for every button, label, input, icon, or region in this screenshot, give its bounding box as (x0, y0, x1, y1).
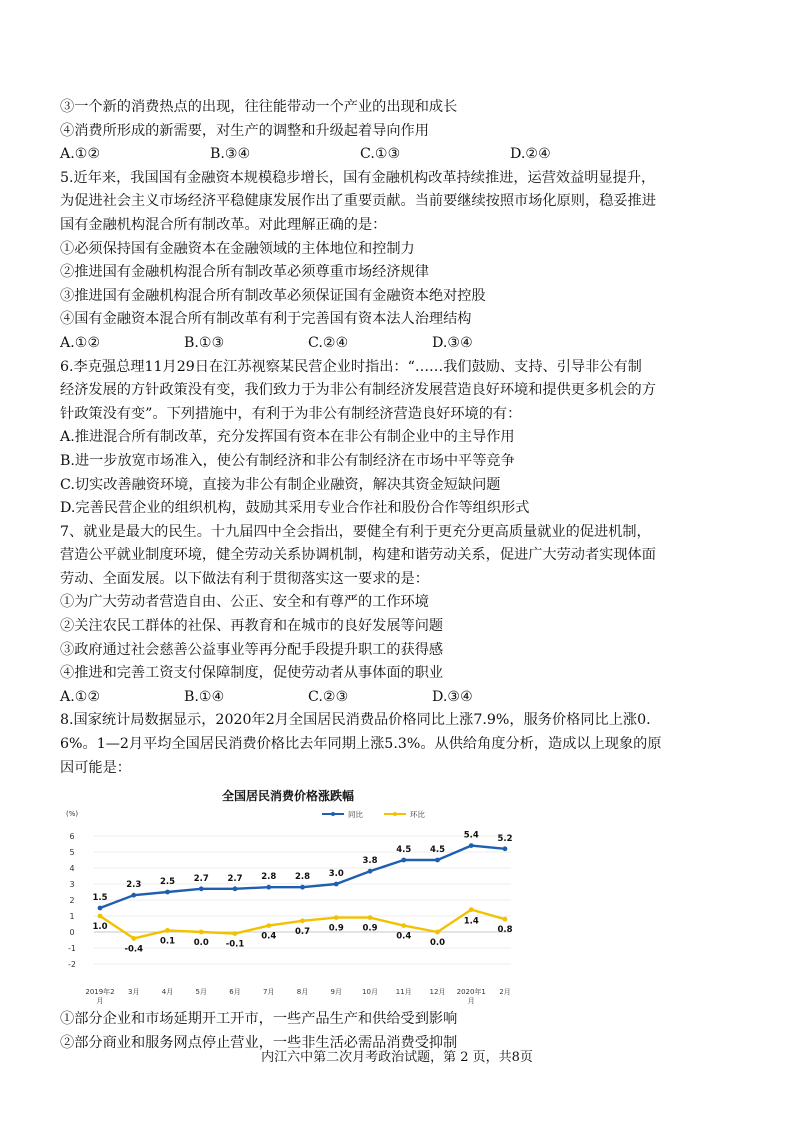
data-label-mom: 0.7 (294, 927, 311, 938)
q8-stem-line: 8.国家统计局数据显示，2020年2月全国居民消费品价格同比上涨7.9%，服务价格同比上涨0. (60, 712, 651, 729)
data-point-mom (199, 930, 204, 935)
x-tick-label: 2月 (499, 988, 511, 997)
x-tick-label: 4月 (161, 988, 174, 997)
legend-label-0: 同比 (348, 810, 363, 820)
q4-item-3: ③一个新的消费热点的出现，往往能带动一个产业的出现和成长 (60, 99, 458, 115)
q4-options (60, 143, 740, 167)
data-point-yoy (401, 858, 406, 863)
data-point-mom (98, 914, 103, 919)
data-point-yoy (233, 887, 238, 892)
q7-item-1: ①为广大劳动者营造自由、公正、安全和有尊严的工作环境 (60, 594, 429, 611)
q5-item-2: ②推进国有金融机构混合所有制改革必须尊重市场经济规律 (60, 264, 429, 281)
data-label-mom: -0.4 (124, 944, 144, 955)
y-tick-label: 0 (69, 928, 75, 938)
exam-page (60, 96, 740, 1055)
data-point-yoy (368, 869, 373, 874)
q6-choice-b: B.进一步放宽市场准入，使公有制经济和非公有制经济在市场中平等竞争 (60, 452, 515, 469)
data-label-yoy: 1.5 (92, 893, 108, 904)
q7-stem-line: 7、就业是最大的民生。十九届四中全会指出，要健全有利于更充分更高质量就业的促进机制， (60, 523, 651, 540)
q7-option-b: B.①④ (184, 688, 225, 705)
x-tick-label: 5月 (195, 988, 207, 997)
q5-item-1: ①必须保持国有金融资本在金融领域的主体地位和控制力 (60, 240, 415, 257)
data-point-yoy (98, 906, 103, 911)
legend-marker-1 (393, 812, 397, 816)
q4-option-b: B.③④ (210, 146, 251, 163)
data-label-mom: 0.9 (328, 923, 344, 934)
data-label-mom: 0.1 (159, 936, 176, 947)
data-label-yoy: 2.8 (294, 872, 311, 883)
data-point-yoy (199, 887, 204, 892)
data-label-yoy: 3.8 (362, 856, 378, 867)
x-tick-label-month: 月 (467, 997, 475, 1006)
data-point-yoy (435, 858, 440, 863)
data-point-yoy (165, 890, 170, 895)
y-axis-unit: (%) (66, 810, 79, 819)
data-label-mom: -0.1 (225, 939, 245, 950)
data-point-mom (334, 915, 339, 920)
q6-stem-line: 6.李克强总理11月29日在江苏视察某民营企业时指出：“……我们鼓励、支持、引导非公有制 (60, 358, 642, 375)
q7-stem-line: 劳动、全面发展。以下做法有利于贯彻落实这一要求的是： (60, 570, 429, 587)
data-point-yoy (131, 893, 136, 898)
data-point-mom (435, 930, 440, 935)
x-tick-label: 11月 (395, 988, 412, 997)
data-label-yoy: 2.5 (159, 877, 176, 888)
data-label-yoy: 2.7 (193, 874, 209, 885)
data-label-mom: 1.4 (463, 916, 479, 927)
x-tick-label: 6月 (229, 988, 241, 997)
q7-item-2: ②关注农民工群体的社保、再教育和在城市的良好发展等问题 (60, 618, 444, 635)
q7-stem-line: 营造公平就业制度环境，健全劳动关系协调机制，构建和谐劳动关系，促进广大劳动者实现体面 (60, 547, 656, 564)
q6-choice-a: A.推进混合所有制改革，充分发挥国有资本在非公有制企业中的主导作用 (60, 429, 515, 446)
y-tick-label: -2 (68, 960, 76, 970)
data-point-yoy (266, 885, 271, 890)
q5-option-d: D.③④ (432, 334, 473, 351)
x-tick-label: 2020年1 (456, 988, 486, 997)
q8-item-1: ①部分企业和市场延期开工开市，一些产品生产和供给受到影响 (60, 1011, 458, 1028)
q6-choice-c: C.切实改善融资环境，直接为非公有制企业融资，解决其资金短缺问题 (60, 476, 501, 493)
x-tick-label: 10月 (362, 988, 378, 997)
y-tick-label: 2 (69, 896, 75, 906)
data-label-yoy: 5.4 (463, 830, 479, 841)
data-point-mom (131, 936, 136, 941)
data-label-yoy: 4.5 (396, 845, 412, 856)
data-point-mom (469, 907, 474, 912)
data-point-yoy (300, 885, 305, 890)
data-label-mom: 0.9 (362, 923, 378, 934)
data-label-yoy: 2.7 (227, 874, 243, 885)
q5-option-b: B.①③ (184, 334, 225, 351)
data-label-yoy: 4.5 (429, 845, 446, 856)
y-tick-label: 6 (69, 832, 75, 842)
x-tick-label: 9月 (330, 988, 342, 997)
q5-option-c: C.②④ (308, 334, 349, 351)
q6-stem-line: 经济发展的方针政策没有变，我们致力于为非公有制经济发展营造良好环境和提供更多机会的方 (60, 382, 656, 399)
data-label-mom: 0.8 (497, 925, 513, 936)
x-tick-label: 12月 (429, 988, 446, 997)
data-label-yoy: 3.0 (328, 869, 344, 880)
q8-item-2: ②部分商业和服务网点停止营业，一些非生活必需品消费受抑制 (60, 1034, 458, 1051)
q7-item-3: ③政府通过社会慈善公益事业等再分配手段提升职工的获得感 (60, 641, 444, 658)
cpi-chart (60, 786, 520, 1008)
q5-stem-line: 5.近年来，我国国有金融资本规模稳步增长，国有金融机构改革持续推进，运营效益明显提升， (60, 169, 656, 186)
legend-marker-0 (331, 812, 335, 816)
q7-option-c: C.②③ (308, 688, 349, 705)
q4-option-a: A.①② (60, 146, 101, 163)
legend-label-1: 环比 (410, 810, 425, 820)
y-tick-label: 5 (69, 848, 75, 858)
y-tick-label: 3 (69, 880, 75, 890)
data-point-mom (368, 915, 373, 920)
data-label-yoy: 2.3 (126, 880, 142, 891)
q6-stem-line: 针政策没有变”。下列措施中，有利于为非公有制经济营造良好环境的有： (60, 405, 522, 422)
x-tick-label: 3月 (128, 988, 140, 997)
x-tick-label-month: 月 (96, 997, 104, 1006)
y-tick-label: 1 (69, 912, 75, 922)
data-label-mom: 0.4 (396, 931, 412, 942)
q5-options (60, 332, 740, 356)
x-tick-label: 7月 (263, 988, 275, 997)
q5-item-4: ④国有金融资本混合所有制改革有利于完善国有资本法人治理结构 (60, 311, 472, 328)
data-label-mom: 0.0 (193, 938, 209, 949)
x-tick-label: 8月 (296, 988, 309, 997)
q7-options (60, 686, 740, 710)
q5-stem-line: 国有金融机构混合所有制改革。对此理解正确的是： (60, 216, 387, 233)
data-label-mom: 0.4 (261, 931, 277, 942)
data-point-yoy (469, 843, 474, 848)
q4-option-d: D.②④ (510, 146, 551, 163)
data-label-yoy: 5.2 (497, 834, 513, 845)
q7-option-d: D.③④ (432, 688, 473, 705)
data-point-yoy (334, 882, 339, 887)
data-point-mom (503, 917, 508, 922)
chart-title: 全国居民消费价格涨跌幅 (221, 789, 355, 804)
y-tick-label: 4 (69, 864, 75, 874)
y-tick-label: -1 (68, 944, 76, 954)
page-footer: 内江六中第二次月考政治试题，第 2 页，共8页 (261, 1050, 533, 1065)
q8-stem-line: 6%。1—2月平均全国居民消费价格比去年同期上涨5.3%。从供给角度分析，造成以上现象的原 (60, 736, 662, 753)
cpi-chart-svg (60, 786, 520, 1008)
q4-item-4: ④消费所形成的新需要，对生产的调整和升级起着导向作用 (60, 122, 429, 139)
data-label-yoy: 2.8 (261, 872, 277, 883)
data-point-mom (401, 923, 406, 928)
q7-item-4: ④推进和完善工资支付保障制度，促使劳动者从事体面的职业 (60, 665, 444, 682)
data-point-yoy (503, 847, 508, 852)
q5-option-a: A.①② (60, 334, 101, 351)
q7-option-a: A.①② (60, 688, 101, 705)
data-label-mom: 0.0 (429, 938, 446, 949)
data-point-mom (266, 923, 271, 928)
data-label-mom: 1.0 (92, 922, 108, 933)
q6-choice-d: D.完善民营企业的组织机构，鼓励其采用专业合作社和股份合作等组织形式 (60, 500, 530, 517)
q5-stem-line: 为促进社会主义市场经济平稳健康发展作出了重要贡献。当前要继续按照市场化原则，稳妥推进 (60, 193, 656, 210)
q4-option-c: C.①③ (360, 146, 401, 163)
data-point-mom (233, 931, 238, 936)
data-point-mom (300, 919, 305, 924)
data-point-mom (165, 928, 170, 933)
q5-item-3: ③推进国有金融机构混合所有制改革必须保证国有金融资本绝对控股 (60, 287, 486, 304)
x-tick-label: 2019年2 (85, 988, 115, 997)
q8-stem-line: 因可能是： (60, 759, 131, 776)
